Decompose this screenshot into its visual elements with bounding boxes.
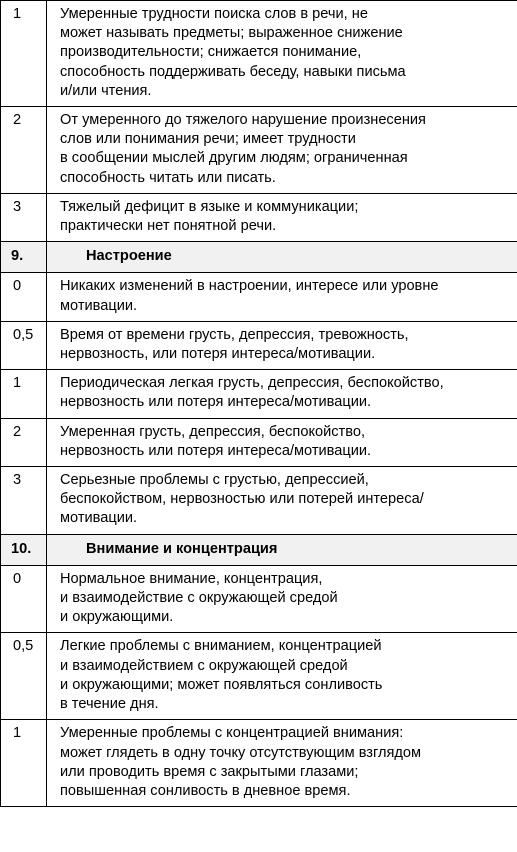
score-cell: 0	[1, 565, 47, 633]
score-cell: 2	[1, 418, 47, 466]
description-cell: Серьезные проблемы с грустью, депрессией, беспокойством, нервозностью или потерей интереса/ мотивации.	[60, 472, 424, 527]
description-cell: От умеренного до тяжелого нарушение произнесения слов или понимания речи; имеет трудности в сообщении мыслей другим людям; ограниченная способность читать или писать.	[60, 112, 426, 186]
table-row	[1, 107, 517, 194]
section-number: 9.	[1, 242, 47, 273]
score-cell: 0	[1, 273, 47, 321]
score-cell: 1	[1, 370, 47, 418]
table-row	[1, 418, 517, 466]
table-row	[1, 467, 517, 535]
section-title: Настроение	[47, 242, 517, 273]
score-cell: 0,5	[1, 633, 47, 720]
section-title: Внимание и концентрация	[47, 534, 517, 565]
score-cell: 1	[1, 720, 47, 807]
table-row	[1, 193, 517, 241]
description-cell: Периодическая легкая грусть, депрессия, беспокойство, нервозность или потеря интереса/мотивации.	[60, 375, 444, 411]
score-cell: 2	[1, 107, 47, 194]
score-cell: 0,5	[1, 321, 47, 369]
score-cell: 3	[1, 193, 47, 241]
table-row	[1, 720, 517, 807]
description-cell: Легкие проблемы с вниманием, концентрацией и взаимодействием с окружающей средой и окружающими; может появляться сонливость в течение дня.	[60, 638, 383, 713]
table-row	[1, 370, 517, 418]
table-row	[1, 321, 517, 369]
description-cell: Тяжелый дефицит в языке и коммуникации; практически нет понятной речи.	[60, 198, 359, 235]
section-header-attention	[1, 534, 517, 565]
description-cell: Умеренные трудности поиска слов в речи, не может называть предметы; выраженное снижение производительности; снижается понимание, способность поддерживать беседу, навыки письма и/или чтения.	[60, 6, 406, 99]
table-row	[1, 565, 517, 633]
description-cell: Умеренная грусть, депрессия, беспокойство, нервозность или потеря интереса/мотивации.	[60, 423, 372, 459]
section-header-mood	[1, 242, 517, 273]
section-number: 10.	[1, 534, 47, 565]
description-cell: Время от времени грусть, депрессия, тревожность, нервозность, или потеря интереса/мотивации.	[60, 326, 409, 363]
table-row	[1, 633, 517, 720]
table-row	[1, 273, 517, 321]
description-cell: Нормальное внимание, концентрация, и взаимодействие с окружающей средой и окружающими.	[60, 570, 338, 626]
table-row	[1, 1, 517, 107]
score-cell: 3	[1, 467, 47, 535]
description-cell: Умеренные проблемы с концентрацией внимания: может глядеть в одну точку отсутствующим взглядом или проводить время с закрытыми глазами; повышенная сонливость в дневное время.	[60, 725, 422, 799]
score-cell: 1	[1, 1, 47, 107]
description-cell: Никаких изменений в настроении, интересе или уровне мотивации.	[60, 278, 439, 314]
